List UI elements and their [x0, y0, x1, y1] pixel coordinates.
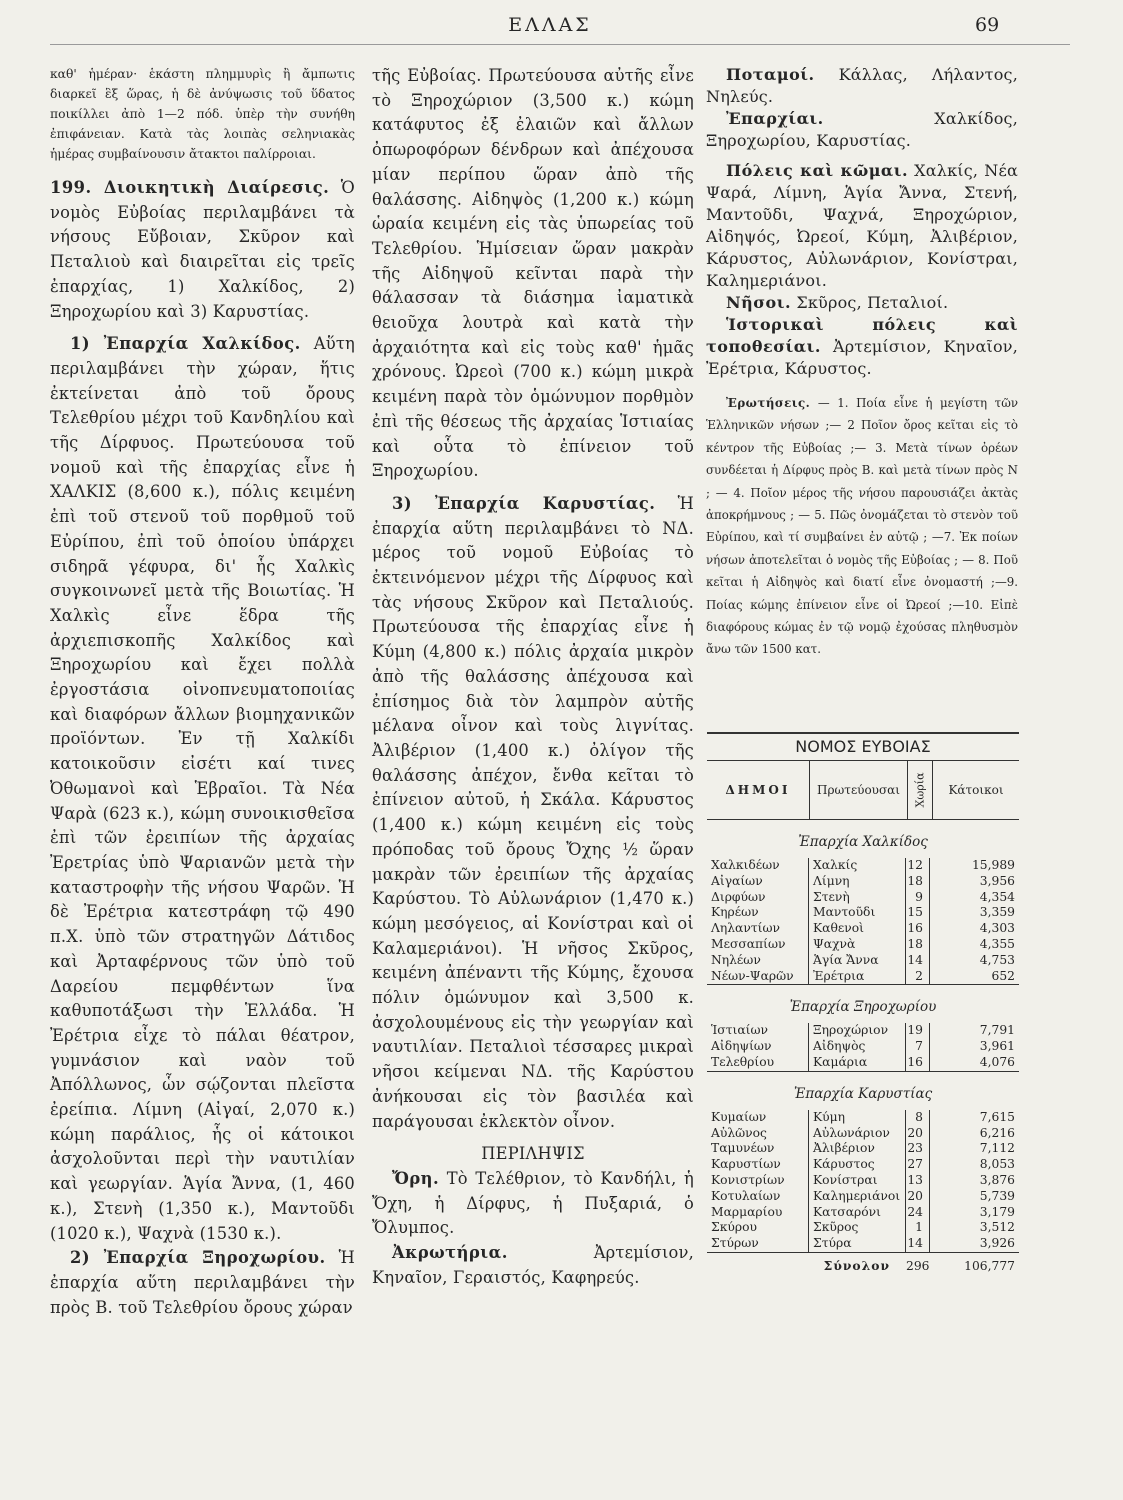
table-row	[707, 1055, 1019, 1071]
questions-text: — 1. Ποία εἶνε ἡ μεγίστη τῶν Ἑλληνικῶν νήσων ;— 2 Ποῖον ὄρος κεῖται εἰς τὸ κέντρον τῆς Εὐβοίας ;— 3. Μετὰ τίνων ὀρέων συνδέεται ἡ Δίρφυς πρὸς Β. καὶ μετὰ τίνων πρὸς Ν ; — 4. Ποῖον μέρος τῆς νήσου παρουσιάζει ἀκτὰς ἀποκρήμνους ; — 5. Πῶς ὀνομάζεται τὸ στενὸν τοῦ Εὐρίπου, καὶ τί συμβαίνει ἐν αὐτῷ ; —7. Ἐκ ποίων νήσων ἀποτελεῖται ὁ νομὸς τῆς Εὐβοίας ; — 8. Ποῦ κεῖται ἡ Αἰδηψὸς καὶ διατί εἶνε ὀνομαστή ;—9. Ποίας κώμης ἐπίνειον εἶνε οἱ Ὠρεοί ;—10. Εἰπὲ διαφόρους κώμας ἐν τῷ νομῷ ἐχούσας πληθυσμὸν ἄνω τῶν 1500 κατ.	[706, 396, 1018, 657]
column-1	[50, 64, 355, 1320]
municipality-cell: Νέων-Ψαρῶν	[707, 969, 809, 985]
table-row	[707, 858, 1019, 874]
provinces-text: Χαλκίδος, Ξηροχωρίου, Καρυστίας.	[706, 109, 1018, 150]
villages-cell: 2	[906, 969, 930, 985]
villages-cell: 12	[906, 858, 930, 874]
inhabitants-cell: 6,216	[979, 1125, 1015, 1140]
municipality-cell: Αἰγαίων	[707, 874, 809, 890]
table-row	[707, 1157, 1019, 1173]
table-body	[707, 826, 1019, 1253]
table-row	[707, 1023, 1019, 1039]
capital-cell: Μαντοῦδι	[809, 905, 906, 921]
header-inhabitants: Κάτοικοι	[948, 783, 1004, 797]
inhabitants-cell: 3,956	[979, 873, 1015, 888]
municipality-cell: Διρφύων	[707, 890, 809, 906]
xirochori-province-text: Ἡ ἐπαρχία αὕτη περιλαμβάνει τὴν πρὸς Β. τοῦ Τελεθρίου ὄρους χώραν	[50, 1248, 355, 1317]
municipality-cell: Χαλκιδέων	[707, 858, 809, 874]
provinces-label: Ἐπαρχίαι.	[726, 109, 824, 128]
villages-cell: 14	[906, 1236, 930, 1252]
table-row	[707, 1110, 1019, 1126]
total-villages: 296	[906, 1258, 930, 1273]
province-rows	[707, 858, 1019, 985]
inhabitants-cell: 3,876	[979, 1172, 1015, 1187]
euboea-prefecture-table	[707, 732, 1019, 1276]
province-rows	[707, 1023, 1019, 1071]
inhabitants-cell: 7,791	[979, 1023, 1015, 1038]
capital-cell: Σκῦρος	[809, 1220, 906, 1236]
municipality-cell: Κοτυλαίων	[707, 1189, 809, 1205]
historic-places-text: Ἀρτεμίσιον, Κηναῖον, Ἐρέτρια, Κάρυστος.	[706, 337, 1018, 378]
villages-cell: 14	[906, 953, 930, 969]
municipality-cell: Κονιστρίων	[707, 1173, 809, 1189]
xirochori-province-heading: 2) Ἐπαρχία Ξηροχωρίου.	[70, 1248, 326, 1268]
capes-text: Ἀρτεμίσιον, Κηναῖον, Γεραιστός, Καφηρεύς.	[372, 1243, 694, 1287]
villages-cell: 15	[906, 905, 930, 921]
province-section-heading: Ἐπαρχία Ξηροχωρίου	[789, 999, 937, 1016]
capital-cell: Στύρα	[809, 1236, 906, 1252]
villages-cell: 24	[906, 1205, 930, 1221]
chalkis-province-heading: 1) Ἐπαρχία Χαλκίδος.	[70, 334, 301, 354]
rivers-text: Κάλλας, Λήλαντος, Νηλεύς.	[706, 65, 1018, 106]
table-row	[707, 1173, 1019, 1189]
municipality-cell: Σκύρου	[707, 1220, 809, 1236]
table-row	[707, 1141, 1019, 1157]
table-row	[707, 953, 1019, 969]
table-row	[707, 1126, 1019, 1142]
table-row	[707, 1039, 1019, 1055]
running-title: ΕΛΛΑΣ	[508, 14, 592, 36]
capital-cell: Χαλκίς	[809, 858, 906, 874]
table-header	[707, 761, 1019, 820]
inhabitants-cell: 652	[991, 968, 1015, 983]
inhabitants-cell: 4,753	[979, 952, 1015, 967]
karystia-province-heading: 3) Ἐπαρχία Καρυστίας.	[392, 493, 656, 513]
capital-cell: Αἰδηψὸς	[809, 1039, 906, 1055]
inhabitants-cell: 4,303	[979, 921, 1015, 936]
header-municipalities: ΔΗΜΟΙ	[707, 761, 810, 819]
capital-cell: Καμάρια	[809, 1055, 906, 1071]
municipality-cell: Ληλαντίων	[707, 921, 809, 937]
inhabitants-cell: 8,053	[979, 1157, 1015, 1172]
mountains-text: Τὸ Τελέθριον, τὸ Κανδήλι, ἡ Ὄχη, ἡ Δίρφυς, ἡ Πυξαριά, ὁ Ὄλυμπος.	[372, 1168, 694, 1238]
total-label: Σύνολον	[823, 1257, 890, 1273]
province-section-heading: Ἐπαρχία Χαλκίδος	[798, 834, 928, 850]
municipality-cell: Νηλέων	[707, 953, 809, 969]
inhabitants-cell: 3,961	[979, 1039, 1015, 1054]
capital-cell: Στενὴ	[809, 890, 906, 906]
mountains-label: Ὄρη.	[392, 1168, 440, 1188]
province-section-heading: Ἐπαρχία Καρυστίας	[793, 1085, 933, 1102]
inhabitants-cell: 4,076	[979, 1054, 1015, 1069]
province-rows	[707, 1110, 1019, 1253]
rivers-label: Ποταμοί.	[726, 65, 815, 84]
table-row	[707, 921, 1019, 937]
historic-places-label: Ἱστορικαὶ πόλεις καὶ τοποθεσίαι.	[706, 315, 1018, 356]
inhabitants-cell: 3,926	[979, 1236, 1015, 1251]
municipality-cell: Μαρμαρίου	[707, 1205, 809, 1221]
header-capitals: Πρωτεύουσαι	[810, 761, 908, 819]
table-total-row	[707, 1256, 1019, 1276]
table-row	[707, 1189, 1019, 1205]
inhabitants-cell: 7,112	[979, 1141, 1015, 1156]
section-199-heading: 199. Διοικητικὴ Διαίρεσις.	[50, 178, 330, 197]
villages-cell: 18	[906, 874, 930, 890]
towns-label: Πόλεις καὶ κῶμαι.	[726, 161, 909, 180]
column-3	[706, 64, 1018, 661]
municipality-cell: Κυμαίων	[707, 1110, 809, 1126]
capes-label: Ἀκρωτήρια.	[392, 1243, 508, 1263]
inhabitants-cell: 7,615	[979, 1109, 1015, 1124]
karystia-province-text: Ἡ ἐπαρχία αὕτη περιλαμβάνει τὸ ΝΔ. μέρος τοῦ νομοῦ Εὐβοίας τὸ ἐκτεινόμενον μέχρι τῆς Δίρφυος καὶ τὰς νήσους Σκῦρον καὶ Πεταλιούς. Πρωτεύουσα τῆς ἐπαρχίας εἶνε ἡ Κύμη (4,800 κ.) πόλις ἀρχαία μικρὸν ἀπὸ τῆς θαλάσσης ἀπέχουσα καὶ ἐπίσημος διὰ τὸν λαμπρὸν αὐτῆς μέλανα οἶνον καὶ τοὺς λιγνίτας. Ἀλιβέριον (1,400 κ.) ὀλίγον τῆς θαλάσσης ἀπέχον, ἔνθα κεῖται τὸ ἐπίνειον αὐτοῦ, ἡ Σκάλα. Κάρυστος (1,400 κ.) κώμη κειμένη εἰς τοὺς πρόποδας τοῦ ὄρους Ὄχης ½ ὥραν μακρὰν τῶν ἐρειπίων τῆς ἀρχαίας Καρύστου. Τὸ Αὐλωνάριον (1,470 κ.) κώμη μεσόγειος, αἱ Κονίστραι καὶ οἱ Καλαμεριάνοι). Ἡ νῆσος Σκῦρος, κειμένη ἀπέναντι τῆς Κύμης, ἔχουσα πόλιν ὁμώνυμον καὶ 3,500 κ. ἀσχολουμένους εἰς τὴν γεωργίαν καὶ ναυτιλίαν. Πεταλιοὶ τέσσαρες μικραὶ νῆσοι κείμεναι ΝΔ. τῆς Καρύστου ἀνήκουσαι εἰς τὸν βασιλέα καὶ παράγουσαι ἐκλεκτὸν οἶνον.	[372, 493, 694, 1131]
municipality-cell: Ἱστιαίων	[707, 1023, 809, 1039]
table-title: ΝΟΜΟΣ ΕΥΒΟΙΑΣ	[707, 732, 1019, 761]
header-villages: Χωρία	[908, 761, 933, 819]
inhabitants-cell: 5,739	[979, 1188, 1015, 1203]
capital-cell: Καλημεριάνοι	[809, 1189, 906, 1205]
xirochori-continued: τῆς Εὐβοίας. Πρωτεύουσα αὐτῆς εἶνε τὸ Ξηροχώριον (3,500 κ.) κώμη κατάφυτος ἐξ ἐλαιῶν καὶ ἄλλων ὀπωροφόρων δένδρων καὶ ἀπέχουσα μίαν περίπου ὥραν ἀπὸ τῆς θαλάσσης. Αἰδηψὸς (1,200 κ.) κώμη ὡραία κειμένη εἰς τὰς ὑπωρείας τοῦ Τελεθρίου. Ἡμίσειαν ὥραν μακρὰν τῆς Αἰδηψοῦ κεῖνται παρὰ τὴν θάλασσαν τὰ διάσημα ἰαματικὰ θειοῦχα λουτρὰ καὶ κατὰ τὴν ἀρχαιότητα καὶ εἰς τοὺς καθ' ἡμᾶς χρόνους. Ὠρεοὶ (700 κ.) κώμη μικρὰ κειμένη παρὰ τὸν ὁμώνυμον πορθμὸν ἐπὶ τῆς θέσεως τῆς ἀρχαίας Ἱστιαίας καὶ οὗτα τὸ ἐπίνειον τοῦ Ξηροχωρίου.	[372, 66, 694, 481]
table-row	[707, 874, 1019, 890]
page-number: 69	[975, 14, 1000, 36]
capital-cell: Ἁγία Ἄννα	[809, 953, 906, 969]
inhabitants-cell: 3,359	[979, 905, 1015, 920]
villages-cell: 16	[906, 921, 930, 937]
page-header	[0, 14, 1123, 44]
villages-cell: 19	[906, 1023, 930, 1039]
municipality-cell: Αὐλῶνος	[707, 1126, 809, 1142]
municipality-cell: Κηρέων	[707, 905, 809, 921]
municipality-cell: Μεσσαπίων	[707, 937, 809, 953]
table-row	[707, 905, 1019, 921]
total-population: 106,777	[964, 1258, 1015, 1273]
capital-cell: Ἐρέτρια	[809, 969, 906, 985]
capital-cell: Ξηροχώριον	[809, 1023, 906, 1039]
table-row	[707, 890, 1019, 906]
capital-cell: Κατσαρόνι	[809, 1205, 906, 1221]
municipality-cell: Καρυστίων	[707, 1157, 809, 1173]
municipality-cell: Ταμυνέων	[707, 1141, 809, 1157]
capital-cell: Κάρυστος	[809, 1157, 906, 1173]
summary-heading: ΠΕΡΙΛΗΨΙΣ	[481, 1144, 585, 1164]
capital-cell: Λίμνη	[809, 874, 906, 890]
inhabitants-cell: 4,354	[979, 889, 1015, 904]
inhabitants-cell: 3,179	[979, 1204, 1015, 1219]
islands-text: Σκῦρος, Πεταλιοί.	[796, 293, 949, 312]
villages-cell: 20	[906, 1126, 930, 1142]
column-2	[372, 64, 694, 1290]
capital-cell: Κονίστραι	[809, 1173, 906, 1189]
capital-cell: Ψαχνὰ	[809, 937, 906, 953]
inhabitants-cell: 15,989	[971, 858, 1015, 872]
villages-cell: 13	[906, 1173, 930, 1189]
villages-cell: 9	[906, 890, 930, 906]
villages-cell: 23	[906, 1141, 930, 1157]
inhabitants-cell: 4,355	[979, 936, 1015, 951]
table-row	[707, 1205, 1019, 1221]
villages-cell: 1	[906, 1220, 930, 1236]
municipality-cell: Τελεθρίου	[707, 1055, 809, 1071]
questions-label: Ἐρωτήσεις.	[726, 396, 811, 410]
islands-label: Νῆσοι.	[726, 293, 792, 312]
villages-cell: 8	[906, 1110, 930, 1126]
capital-cell: Καθενοὶ	[809, 921, 906, 937]
villages-cell: 16	[906, 1055, 930, 1071]
table-row	[707, 969, 1019, 985]
section-199-text: Ὁ νομὸς Εὐβοίας περιλαμβάνει τὰ νήσους Εὔβοιαν, Σκῦρον καὶ Πεταλιοὺ καὶ διαιρεῖται εἰς τρεῖς ἐπαρχίας, 1) Χαλκίδος, 2) Ξηροχωρίου καὶ 3) Καρυστίας.	[50, 178, 355, 321]
villages-cell: 27	[906, 1157, 930, 1173]
table-row	[707, 937, 1019, 953]
capital-cell: Κύμη	[809, 1110, 906, 1126]
municipality-cell: Αἰδηψίων	[707, 1039, 809, 1055]
municipality-cell: Στύρων	[707, 1236, 809, 1252]
capital-cell: Αὐλωνάριον	[809, 1126, 906, 1142]
inhabitants-cell: 3,512	[979, 1220, 1015, 1235]
villages-cell: 20	[906, 1189, 930, 1205]
towns-text: Χαλκίς, Νέα Ψαρά, Λίμνη, Ἁγία Ἄννα, Στενή, Μαντοῦδι, Ψαχνά, Ξηροχώριον, Αἰδηψός, Ὠρεοί, Κύμη, Ἀλιβέριον, Κάρυστος, Αὐλωνάριον, Κονίστραι, Καλημεριάνοι.	[706, 161, 1018, 290]
villages-cell: 7	[906, 1039, 930, 1055]
table-row	[707, 1236, 1019, 1252]
intro-paragraph: καθ' ἡμέραν· ἑκάστη πλημμυρὶς ἢ ἄμπωτις διαρκεῖ ἓξ ὥρας, ἡ δὲ ἀνύψωσις τοῦ ὕδατος ποικίλλει ἀπὸ 1—2 πόδ. ὑπὲρ τὴν συνήθη ἐπιφάνειαν. Κατὰ τὰς λοιπὰς σεληνιακὰς ἡμέρας συμβαίνουσιν ἄτακτοι παλίρροιαι.	[50, 67, 355, 161]
villages-cell: 18	[906, 937, 930, 953]
table-row	[707, 1220, 1019, 1236]
capital-cell: Ἀλιβέριον	[809, 1141, 906, 1157]
chalkis-province-text: Αὕτη περιλαμβάνει τὴν χώραν, ἥτις ἐκτείνεται ἀπὸ τοῦ ὄρους Τελεθρίου μέχρι τοῦ Κανδηλίου καὶ τῆς Δίρφυος. Πρωτεύουσα τοῦ νομοῦ καὶ τῆς ἐπαρχίας εἶνε ἡ ΧΑΛΚΙΣ (8,600 κ.), πόλις κειμένη ἐπὶ τοῦ στενοῦ τοῦ πορθμοῦ τοῦ Εὐρίπου, ἐπὶ τοῦ ὁποίου ὑπάρχει σιδηρᾶ γέφυρα, δι' ἧς Χαλκὶς συγκοινωνεῖ μετὰ τῆς Βοιωτίας. Ἡ Χαλκὶς εἶνε ἕδρα τῆς ἀρχιεπισκοπῆς Χαλκίδος καὶ Ξηροχωρίου καὶ ἔχει πολλὰ ἐργοστάσια οἰνοπνευματοποιίας καὶ διαφόρων ἄλλων βιομηχανικῶν προϊόντων. Ἐν τῇ Χαλκίδι κατοικοῦσιν εἰσέτι καί τινες Ὀθωμανοὶ καὶ Ἑβραῖοι. Τὰ Νέα Ψαρὰ (623 κ.), κώμη συνοικισθεῖσα ἐπὶ τῶν ἐρειπίων τῆς ἀρχαίας Ἐρετρίας ὑπὸ Ψαριανῶν μετὰ τὴν καταστροφὴν τῆς νήσου Ψαρῶν. Ἡ δὲ Ἐρέτρια κατεστράφη τῷ 490 π.Χ. ὑπὸ τῶν στρατηγῶν Δάτιδος καὶ Ἀρταφέρνους τῶν ὑπὸ τοῦ Δαρείου πεμφθέντων ἵνα καθυποτάξωσι τὴν Ἑλλάδα. Ἡ Ἐρέτρια εἶχε τὸ πάλαι θέατρον, γυμνάσιον καὶ ναὸν τοῦ Ἀπόλλωνος, ὧν σῴζονται πλεῖστα ἐρείπια. Λίμνη (Αἰγαί, 2,070 κ.) κώμη παράλιος, ἧς οἱ κάτοικοι ἀσχολοῦνται περὶ τὴν ναυτιλίαν καὶ γεωργίαν. Ἁγία Ἄννα, (1, 460 κ.), Στενὴ (1,350 κ.), Μαντοῦδι (1020 κ.), Ψαχνὰ (1530 κ.).	[50, 334, 355, 1243]
header-rule	[50, 44, 1070, 45]
